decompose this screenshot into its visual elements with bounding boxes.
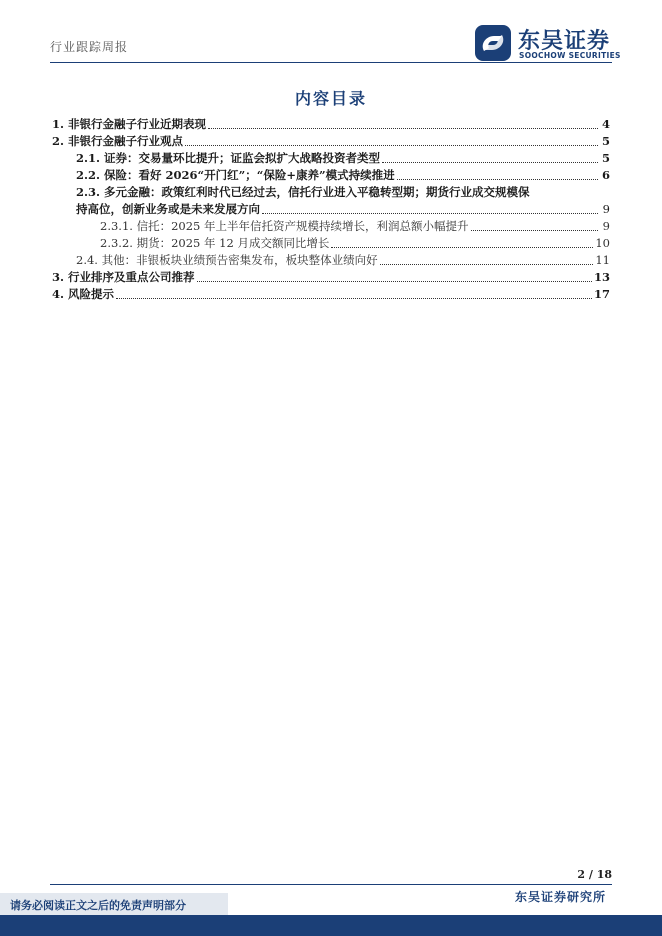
toc-entry[interactable] bbox=[52, 252, 610, 269]
footer-bar bbox=[0, 915, 662, 936]
toc-entry-label: 2.3.2. 期货：2025 年 12 月成交额同比增长 bbox=[100, 236, 330, 250]
page-indicator: 2 / 18 bbox=[577, 868, 612, 881]
footer-divider bbox=[50, 884, 612, 885]
table-of-contents bbox=[52, 116, 610, 303]
toc-entry-page: 17 bbox=[593, 287, 610, 301]
toc-entry-page: 9 bbox=[602, 202, 610, 216]
logo-english-name: SOOCHOW SECURITIES bbox=[519, 51, 621, 60]
company-logo bbox=[474, 24, 624, 64]
toc-entry[interactable] bbox=[52, 286, 610, 303]
toc-entry-page: 4 bbox=[601, 117, 610, 131]
toc-entry-page: 5 bbox=[601, 134, 610, 148]
toc-entry-label: 2.3. 多元金融：政策红利时代已经过去，信托行业进入平稳转型期；期货行业成交规模保 bbox=[76, 185, 530, 199]
toc-entry[interactable] bbox=[52, 218, 610, 235]
toc-leader-dots bbox=[197, 281, 592, 282]
header-divider bbox=[50, 62, 612, 63]
toc-leader-dots bbox=[331, 247, 593, 248]
report-type-label: 行业跟踪周报 bbox=[50, 40, 129, 54]
toc-entry-label: 2. 非银行金融子行业观点 bbox=[52, 134, 184, 148]
toc-entry-page: 10 bbox=[595, 236, 610, 250]
toc-leader-dots bbox=[471, 230, 599, 231]
disclaimer-notice-text: 请务必阅读正文之后的免责声明部分 bbox=[10, 899, 186, 912]
footer-organization: 东吴证券研究所 bbox=[514, 890, 606, 904]
toc-title: 内容目录 bbox=[294, 89, 367, 108]
toc-leader-dots bbox=[397, 179, 598, 180]
toc-entry-label: 3. 行业排序及重点公司推荐 bbox=[52, 270, 195, 284]
toc-entry-label-continued: 持高位，创新业务或是未来发展方向 bbox=[76, 202, 260, 216]
toc-entry-label: 4. 风险提示 bbox=[52, 287, 115, 301]
toc-entry[interactable] bbox=[52, 116, 610, 133]
toc-entry-label: 2.3.1. 信托：2025 年上半年信托资产规模持续增长，利润总额小幅提升 bbox=[100, 219, 469, 233]
toc-entry-page: 13 bbox=[593, 270, 610, 284]
toc-entry[interactable] bbox=[52, 167, 610, 184]
toc-leader-dots bbox=[382, 162, 598, 163]
soochow-logo-icon bbox=[474, 24, 512, 62]
toc-entry-label: 1. 非银行金融子行业近期表现 bbox=[52, 117, 207, 131]
toc-entry-page: 5 bbox=[601, 151, 610, 165]
toc-leader-dots bbox=[116, 298, 592, 299]
toc-entry[interactable] bbox=[52, 184, 610, 201]
toc-leader-dots bbox=[380, 264, 594, 265]
toc-entry-label: 2.2. 保险：看好 2026“开门红”；“保险+康养”模式持续推进 bbox=[76, 168, 395, 182]
toc-leader-dots bbox=[262, 213, 598, 214]
toc-entry-page: 6 bbox=[601, 168, 610, 182]
toc-entry-label: 2.1. 证券：交易量环比提升；证监会拟扩大战略投资者类型 bbox=[76, 151, 381, 165]
logo-chinese-name: 东吴证券 bbox=[518, 29, 611, 54]
toc-entry-continuation[interactable] bbox=[52, 201, 610, 218]
toc-entry[interactable] bbox=[52, 269, 610, 286]
toc-leader-dots bbox=[208, 128, 598, 129]
toc-leader-dots bbox=[185, 145, 598, 146]
toc-entry[interactable] bbox=[52, 150, 610, 167]
toc-entry[interactable] bbox=[52, 235, 610, 252]
toc-entry-label: 2.4. 其他：非银板块业绩预告密集发布，板块整体业绩向好 bbox=[76, 253, 378, 267]
toc-entry[interactable] bbox=[52, 133, 610, 150]
disclaimer-notice bbox=[0, 893, 228, 915]
toc-entry-page: 9 bbox=[602, 219, 610, 233]
toc-entry-page: 11 bbox=[595, 253, 610, 267]
